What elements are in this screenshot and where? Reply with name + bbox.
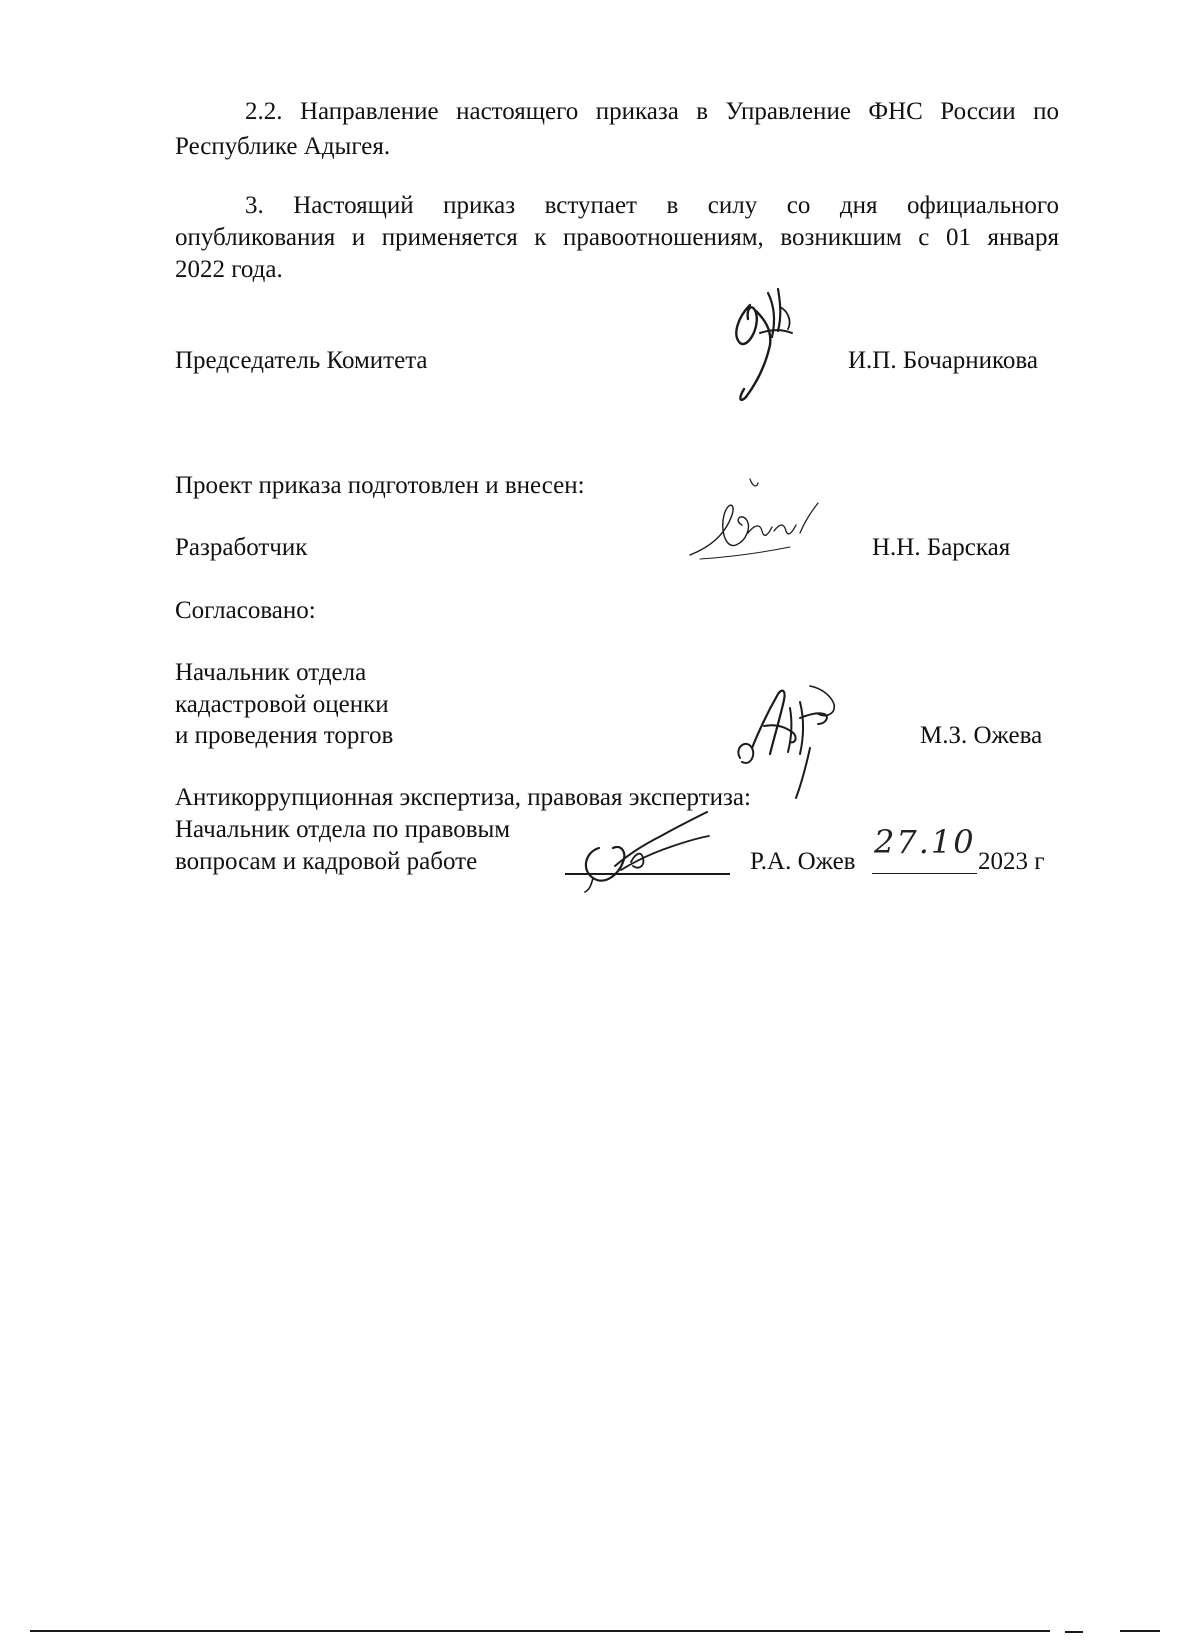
cadastral-name: М.З. Ожева — [920, 722, 1043, 749]
legal-title-line-1: Начальник отдела по правовым — [175, 816, 511, 843]
date-underline — [872, 873, 977, 874]
chairman-title: Председатель Комитета — [175, 347, 428, 374]
legal-expertise-heading: Антикоррупционная экспертиза, правовая экспертиза: — [175, 784, 751, 811]
year-suffix: 2023 г — [978, 848, 1045, 875]
paragraph-2-2-line-1: 2.2. Направление настоящего приказа в Управление ФНС России по — [245, 98, 1059, 125]
legal-title-line-2: вопросам и кадровой работе — [175, 848, 478, 875]
paragraph-2-2-line-2: Республике Адыгея. — [175, 133, 391, 160]
prepared-by-heading: Проект приказа подготовлен и внесен: — [175, 472, 585, 499]
page-bottom-edge — [30, 1630, 1050, 1632]
legal-signature — [575, 808, 715, 893]
cadastral-title-line-3: и проведения торгов — [175, 722, 394, 749]
developer-signature — [680, 475, 830, 565]
chairman-signature — [720, 285, 820, 415]
page-bottom-edge-fragment — [1065, 1631, 1083, 1633]
chairman-name: И.П. Бочарникова — [848, 347, 1038, 374]
paragraph-3-line-2: опубликования и применяется к правоотношениям, возникшим с 01 января — [175, 224, 1059, 251]
paragraph-3-line-3: 2022 года. — [175, 256, 283, 283]
handwritten-date-text: 27.10 — [874, 823, 976, 861]
cadastral-title-line-1: Начальник отдела — [175, 659, 367, 686]
legal-name: Р.А. Ожев — [750, 848, 856, 875]
developer-title: Разработчик — [175, 534, 308, 561]
agreed-heading: Согласовано: — [175, 597, 316, 624]
developer-name: Н.Н. Барская — [872, 534, 1011, 561]
paragraph-3-line-1: 3. Настоящий приказ вступает в силу со дня официального — [245, 192, 1059, 219]
cadastral-title-line-2: кадастровой оценки — [175, 691, 389, 718]
page-bottom-edge-fragment — [1120, 1630, 1160, 1632]
